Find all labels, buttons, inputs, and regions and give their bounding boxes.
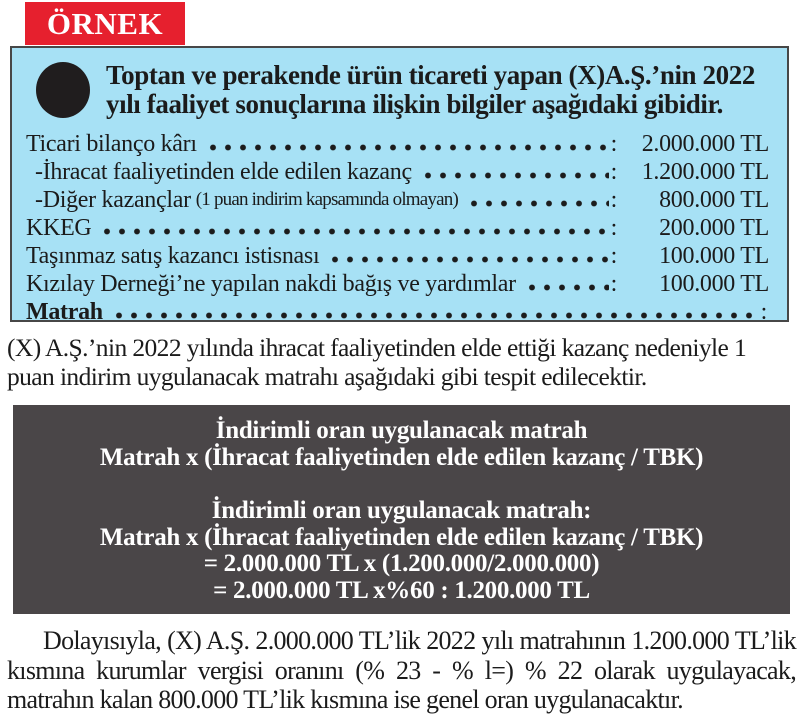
list-row-kizilay-bagis — [26, 270, 769, 298]
row-label: -İhracat faaliyetinden elde edilen kazanç — [35, 159, 412, 185]
formula-group-calculation — [13, 498, 790, 604]
row-note: (1 puan indirim kapsamında olmayan) — [195, 189, 458, 210]
row-value: 100.000 TL — [659, 271, 769, 297]
narrative-paragraph: (X) A.Ş.’nin 2022 yılında ihracat faaliyetinden elde ettiği kazanç nedeniyle 1 puan indirim uygulanacak matrahı aşağıdaki gibi tespit edilecektir. — [7, 333, 747, 391]
conclusion-paragraph: Dolayısıyla, (X) A.Ş. 2.000.000 TL’lik 2022 yılı matrahının 1.200.000 TL’lik kısmına kurumlar vergisi oranını (% 23 - % l=) % 22 olarak uygulayacak, matrahın kalan 800.000 TL’lik kısmına ise genel oran uygulanacaktır. — [7, 626, 796, 714]
formula-line: = 2.000.000 TL x (1.200.000/2.000.000) — [203, 550, 600, 577]
row-colon: : — [610, 187, 617, 213]
row-label: KKEG — [26, 215, 92, 241]
row-colon: : — [610, 243, 617, 269]
row-value: 200.000 TL — [659, 215, 769, 241]
formula-line: Matrah x (İhracat faaliyetinden elde edilen kazanç / TBK) — [99, 523, 704, 551]
example-badge: ÖRNEK — [25, 2, 185, 45]
formula-line: = 2.000.000 TL x%60 : 1.200.000 TL — [213, 576, 590, 604]
formula-line: İndirimli oran uygulanacak matrah — [215, 417, 588, 444]
row-label: -Diğer kazançlar — [35, 187, 191, 213]
formula-panel — [13, 405, 790, 614]
formula-line: İndirimli oran uygulanacak matrah: — [211, 497, 592, 524]
example-panel — [10, 46, 789, 325]
row-value: 800.000 TL — [659, 187, 769, 213]
dot-leader — [528, 283, 609, 292]
list-row-diger-kazanclar — [26, 186, 769, 214]
financial-list — [24, 130, 771, 326]
dot-leader — [115, 311, 759, 320]
row-colon: : — [610, 131, 617, 157]
example-intro-text: Toptan ve perakende ürün ticareti yapan (X)A.Ş.’nin 2022 yılı faaliyet sonuçlarına ilişkin bilgiler aşağıdaki gibidir. — [106, 60, 755, 119]
row-label: Ticari bilanço kârı — [26, 131, 197, 157]
list-row-matrah — [26, 298, 769, 326]
row-colon: : — [610, 215, 617, 241]
row-value: 1.200.000 TL — [641, 159, 769, 185]
row-value: 100.000 TL — [659, 243, 769, 269]
list-row-ticari-bilanco-kari — [26, 130, 769, 158]
formula-group-definition — [13, 418, 790, 471]
row-colon: : — [610, 159, 617, 185]
formula-line: Matrah x (İhracat faaliyetinden elde edilen kazanç / TBK) — [99, 443, 704, 471]
list-row-kkeg — [26, 214, 769, 242]
row-colon: : — [760, 299, 767, 325]
dot-leader — [470, 199, 609, 208]
row-value: 2.000.000 TL — [641, 131, 769, 157]
list-row-tasinmaz-istisnasi — [26, 242, 769, 270]
dot-leader — [103, 227, 608, 236]
dot-leader — [331, 255, 608, 264]
dot-leader — [209, 143, 609, 152]
list-row-ihracat-kazanc — [26, 158, 769, 186]
row-colon: : — [610, 271, 617, 297]
row-label: Matrah — [26, 299, 103, 325]
row-label: Kızılay Derneği’ne yapılan nakdi bağış ve yardımlar — [26, 271, 516, 297]
bullet-icon — [36, 62, 90, 118]
example-intro-row — [24, 58, 771, 123]
dot-leader — [424, 171, 609, 180]
row-label: Taşınmaz satış kazancı istisnası — [26, 243, 320, 269]
